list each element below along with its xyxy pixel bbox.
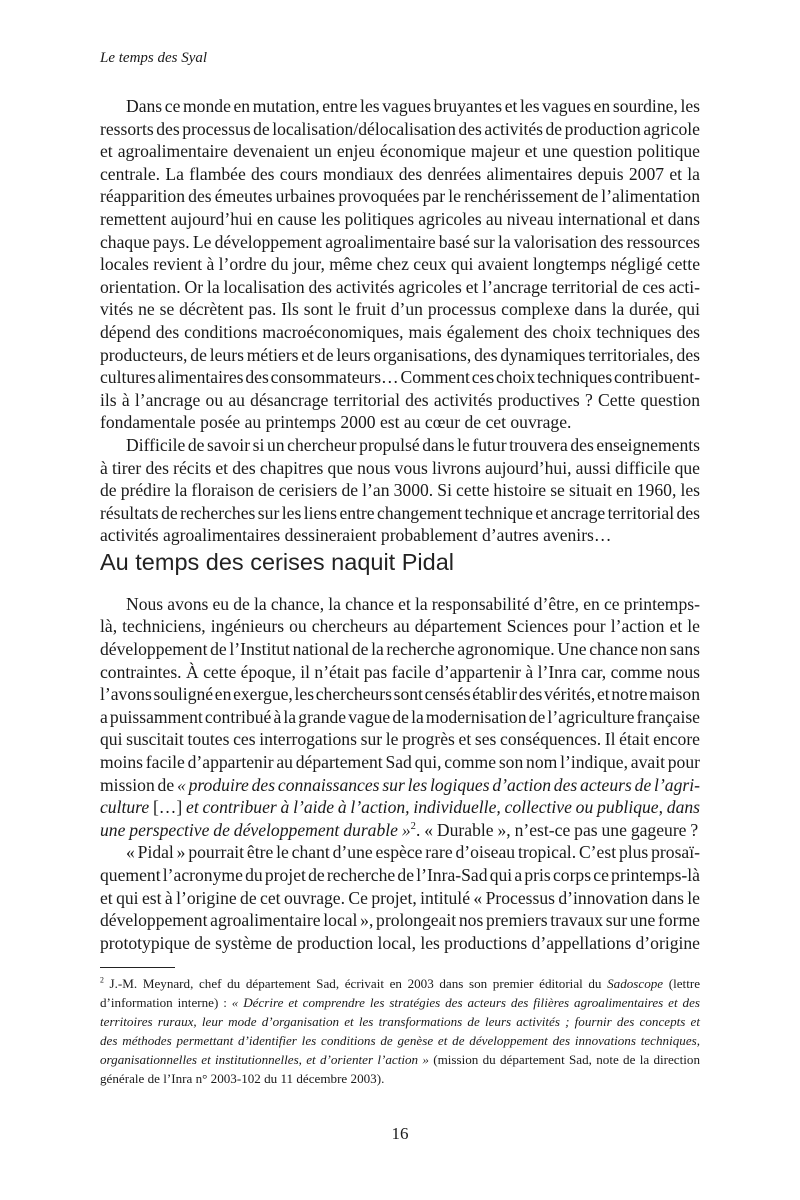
text-run: une perspective de développement durable » — [100, 819, 411, 840]
page-body — [100, 48, 700, 1088]
text-line — [100, 253, 700, 276]
text-line — [100, 231, 700, 254]
text-line — [100, 796, 700, 819]
text-run: Dans ce monde en mutation, entre les vagues bruyantes et les vagues en sourdine, les — [126, 96, 700, 116]
text-line — [100, 993, 700, 1012]
text-run: fondamentale posée au printemps 2000 est au cœur de cet ouvrage. — [100, 412, 572, 433]
text-line — [100, 140, 700, 163]
text-run: J.-M. Meynard, chef du département Sad, écrivait en 2003 dans son premier éditorial du — [103, 976, 608, 992]
text-run: et qui est à l’origine de cet ouvrage. Ce projet, intitulé « Processus d’innovation dans le — [100, 887, 700, 908]
text-run: vités ne se décrètent pas. Ils sont le fruit d’un processus complexe dans la durée, qui — [100, 299, 700, 320]
text-line — [100, 185, 700, 208]
text-run: « Pidal » pourrait être le chant d’une espèce rare d’oiseau tropical. C’est plus prosaï- — [126, 842, 700, 863]
text-run: réapparition des émeutes urbaines provoquées par le renchérissement de l’alimentation — [100, 186, 700, 207]
text-run: mission de — [100, 774, 177, 795]
text-run: Nous avons eu de la chance, la chance et la responsabilité d’être, en ce printemps- — [126, 593, 700, 614]
text-line — [100, 728, 700, 751]
text-line — [100, 864, 700, 887]
text-run: développement de l’Institut national de la recherche agronomique. Une chance non sans — [100, 639, 700, 660]
text-run: à tirer des récits et des chapitres que nous vous livrons aujourd’hui, aussi difficile que — [100, 457, 700, 478]
text-run: qui suscitait toutes ces interrogations sur le progrès et ses conséquences. Il était encore — [100, 729, 700, 750]
text-run: l’avons souligné en exergue, les chercheurs sont censés établir des vérités, et notre maison — [100, 684, 700, 705]
text-line — [100, 661, 700, 684]
text-run: moins facile d’appartenir au département Sad qui, comme son nom l’indique, avait pour — [100, 752, 700, 773]
text-line — [100, 434, 700, 457]
text-run: Difficile de savoir si un chercheur propulsé dans le futur trouvera des enseignements — [126, 434, 700, 455]
paragraph-3 — [100, 593, 700, 842]
text-run: prototypique de système de production local, les productions d’appellations d’origine — [100, 932, 700, 953]
text-line — [100, 841, 700, 864]
text-run: chaque pays. Le développement agroalimentaire basé sur la valorisation des ressources — [100, 231, 700, 252]
text-run: « Décrire et comprendre les stratégies des acteurs des filières agroalimentaires et des — [231, 995, 700, 1011]
text-line — [100, 163, 700, 186]
text-line — [100, 751, 700, 774]
text-line — [100, 683, 700, 706]
text-line — [100, 615, 700, 638]
text-line — [100, 524, 700, 547]
text-line — [100, 344, 700, 367]
page-number: 16 — [391, 1124, 409, 1143]
text-line — [100, 887, 700, 910]
text-run: a puissamment contribué à la grande vague de la modernisation de l’agriculture française — [100, 706, 700, 727]
text-run: « produire des connaissances sur les logiques d’action des acteurs de l’agri- — [176, 774, 700, 795]
text-run: cultures alimentaires des consommateurs… Comment ces choix techniques contribuent- — [100, 367, 700, 388]
text-line — [100, 1050, 700, 1069]
text-run: contraintes. À cette époque, il n’était pas facile d’appartenir à l’Inra car, comme nous — [100, 661, 700, 682]
text-run: (lettre — [663, 976, 701, 992]
text-line — [100, 974, 700, 993]
paragraph-1 — [100, 95, 700, 434]
text-line — [100, 638, 700, 661]
text-line — [100, 819, 700, 842]
text-run: développement agroalimentaire local », prolongeait nos premiers travaux sur une forme — [100, 910, 700, 931]
text-run: générale de l’Inra n° 2003-102 du 11 décembre 2003). — [100, 1071, 385, 1087]
text-line — [100, 479, 700, 502]
text-run: activités agroalimentaires dessineraient probablement d’autres avenirs… — [100, 525, 612, 546]
text-run: culture — [100, 797, 150, 818]
text-line — [100, 909, 700, 932]
text-line — [100, 366, 700, 389]
text-line — [100, 1069, 700, 1088]
text-run: organisationnelles et institutionnelles, et d’orienter l’action » — [100, 1052, 429, 1068]
text-run: d’information interne) : — [100, 995, 232, 1011]
text-line — [100, 118, 700, 141]
text-run: de prédire la floraison de cerisiers de l’an 3000. Si cette histoire se situait en 1960, les — [100, 480, 700, 501]
text-run: quement l’acronyme du projet de recherche de l’Inra-Sad qui a pris corps ce printemps-là — [100, 865, 700, 885]
text-run: […] — [149, 797, 187, 818]
text-run: remettent aujourd’hui en cause les politiques agricoles au niveau international et dans — [100, 208, 700, 229]
paragraph-4 — [100, 841, 700, 954]
text-line — [100, 321, 700, 344]
running-head: Le temps des Syal — [100, 50, 208, 66]
text-run: ressorts des processus de localisation/délocalisation des activités de production agricole — [100, 118, 700, 139]
text-run: dépend des conditions macroéconomiques, mais également des choix techniques des — [100, 321, 700, 342]
section-heading: Au temps des cerises naquit Pidal — [100, 548, 454, 575]
text-line — [100, 593, 700, 616]
text-line — [100, 706, 700, 729]
text-run: et contribuer à l’aide à l’action, individuelle, collective ou publique, dans — [186, 797, 701, 818]
text-line — [100, 774, 700, 797]
footnote-divider — [100, 967, 175, 968]
text-run: locales revient à l’ordre du jour, même chez ceux qui avaient longtemps négligé cette — [100, 254, 700, 275]
text-line — [100, 276, 700, 299]
text-run: et agroalimentaire devenaient un enjeu économique majeur et une question politique — [100, 141, 700, 162]
text-line — [100, 208, 700, 231]
text-run: producteurs, de leurs métiers et de leurs organisations, des dynamiques territoriales, des — [100, 344, 700, 365]
text-run: (mission du département Sad, note de la direction — [428, 1052, 700, 1068]
text-line — [100, 932, 700, 955]
text-run: ils à l’ancrage ou au désancrage territorial des activités productives ? Cette question — [100, 389, 700, 410]
text-line — [100, 411, 700, 434]
text-run: . « Durable », n’est-ce pas une gageure ? — [415, 819, 699, 840]
text-run: centrale. La flambée des cours mondiaux des denrées alimentaires depuis 2007 et la — [100, 163, 700, 184]
footnote — [100, 974, 700, 1088]
text-line — [100, 298, 700, 321]
text-line — [100, 502, 700, 525]
text-line — [100, 1031, 700, 1050]
text-run: orientation. Or la localisation des activités agricoles et l’ancrage territorial de ces acti- — [100, 276, 700, 297]
footnote-marker: 2 — [100, 976, 104, 986]
footnote-marker: 2 — [410, 820, 416, 832]
text-line — [100, 457, 700, 480]
text-run: territoires ruraux, leur mode d’organisation et les transformations de leurs activités ; fournir des concepts et — [100, 1014, 700, 1030]
text-run: résultats de recherches sur les liens entre changement technique et ancrage territorial des — [100, 502, 700, 523]
paragraph-2 — [100, 434, 700, 547]
text-line — [100, 389, 700, 412]
text-run: là, techniciens, ingénieurs ou chercheurs au département Sciences pour l’action et le — [100, 616, 700, 637]
text-line — [100, 1012, 700, 1031]
text-line — [100, 95, 700, 118]
text-run: Sadoscope — [607, 976, 664, 992]
text-run: des méthodes permettant d’identifier les conditions de genèse et de développement des innovations techniques, — [100, 1033, 700, 1049]
